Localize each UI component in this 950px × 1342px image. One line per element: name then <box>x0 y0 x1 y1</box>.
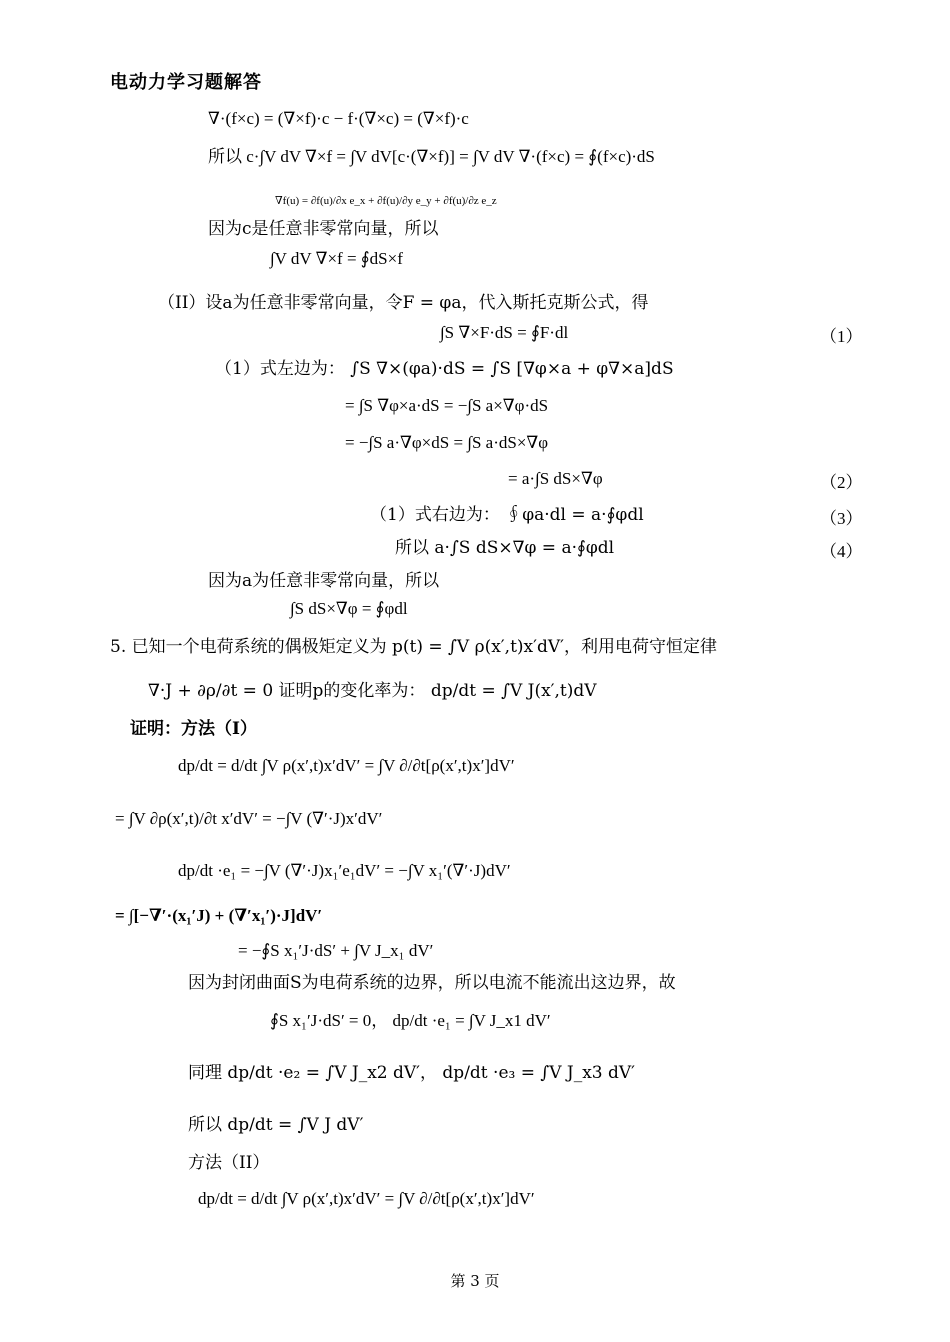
equation-line: dp/dt = d/dt ∫V ρ(x′,t)x′dV′ = ∫V ∂/∂t[ρ(x′,t)x′]dV′ <box>178 756 515 775</box>
equation-line: dp/dt ·e₁ = −∫V (∇′·J)x₁′e₁dV′ = −∫V x₁′(∇′·J)dV′ <box>178 861 511 880</box>
equation-number: （4） <box>820 542 863 561</box>
gradient-formula: ∇f(u) = ∂f(u)/∂x e_x + ∂f(u)/∂y e_y + ∂f(u)/∂z e_z <box>275 195 497 207</box>
problem-statement: 5. 已知一个电荷系统的偶极矩定义为 p(t) = ∫V ρ(x′,t)x′dV′，利用电荷守恒定律 <box>110 637 718 657</box>
equation-line: = ∫[−∇′·(x₁′J) + (∇′x₁′)·J]dV′ <box>115 906 323 925</box>
equation-line: （1）式右边为： ∮φa·dl = a·∮φdl <box>370 505 644 525</box>
equation-line: ∫V dV ∇×f = ∮dS×f <box>270 249 403 268</box>
equation-line: = ∫V ∂ρ(x′,t)/∂t x′dV′ = −∫V (∇′·J)x′dV′ <box>115 809 383 828</box>
equation-line: ∇·(f×c) = (∇×f)·c − f·(∇×c) = (∇×f)·c <box>208 109 469 128</box>
equation-line: dp/dt = d/dt ∫V ρ(x′,t)x′dV′ = ∫V ∂/∂t[ρ(x′,t)x′]dV′ <box>198 1189 535 1208</box>
proof-heading <box>130 718 257 740</box>
equation-line: ∫S dS×∇φ = ∮φdl <box>290 599 408 618</box>
page-header-title: 电动力学习题解答 <box>110 72 262 93</box>
equation-line: 所以 c·∫V dV ∇×f = ∫V dV[c·(∇×f)] = ∫V dV ∇·(f×c) = ∮(f×c)·dS <box>208 147 655 166</box>
text-line: 方法（II） <box>188 1153 270 1173</box>
equation-number: （3） <box>820 509 863 528</box>
text-line: （II）设a为任意非零常向量，令F = φa，代入斯托克斯公式，得 <box>158 293 649 313</box>
equation-number: （1） <box>820 327 863 346</box>
page-number: 第 3 页 <box>450 1272 500 1290</box>
problem-statement: ∇·J + ∂ρ/∂t = 0 证明p的变化率为： dp/dt = ∫V J(x′,t)dV <box>148 681 597 701</box>
text-line: 因为a为任意非零常向量，所以 <box>208 571 440 591</box>
equation-line: ∫S ∇×F·dS = ∮F·dl <box>440 323 569 342</box>
equation-line: 所以 dp/dt = ∫V J dV′ <box>188 1115 364 1135</box>
equation-line: = −∫S a·∇φ×dS = ∫S a·dS×∇φ <box>345 433 549 452</box>
text-line: 因为封闭曲面S为电荷系统的边界，所以电流不能流出这边界，故 <box>188 973 676 993</box>
equation-line: = a·∫S dS×∇φ <box>508 469 603 488</box>
proof-label: 证明：方法（I） <box>130 719 257 739</box>
equation-line: 同理 dp/dt ·e₂ = ∫V J_x2 dV′， dp/dt ·e₃ = ∫V J_x3 dV′ <box>188 1063 636 1083</box>
equation-line: 所以 a·∫S dS×∇φ = a·∮φdl <box>395 538 615 558</box>
equation-line: ∮S x₁′J·dS′ = 0， dp/dt ·e₁ = ∫V J_x1 dV′ <box>270 1011 551 1030</box>
text-line: 因为c是任意非零常向量，所以 <box>208 219 439 239</box>
equation-line: = ∫S ∇φ×a·dS = −∫S a×∇φ·dS <box>345 396 549 415</box>
equation-number: （2） <box>820 473 863 492</box>
equation-line: = −∮S x₁′J·dS′ + ∫V J_x₁ dV′ <box>238 941 434 960</box>
equation-line: （1）式左边为： ∫S ∇×(φa)·dS = ∫S [∇φ×a + φ∇×a]dS <box>215 359 674 379</box>
